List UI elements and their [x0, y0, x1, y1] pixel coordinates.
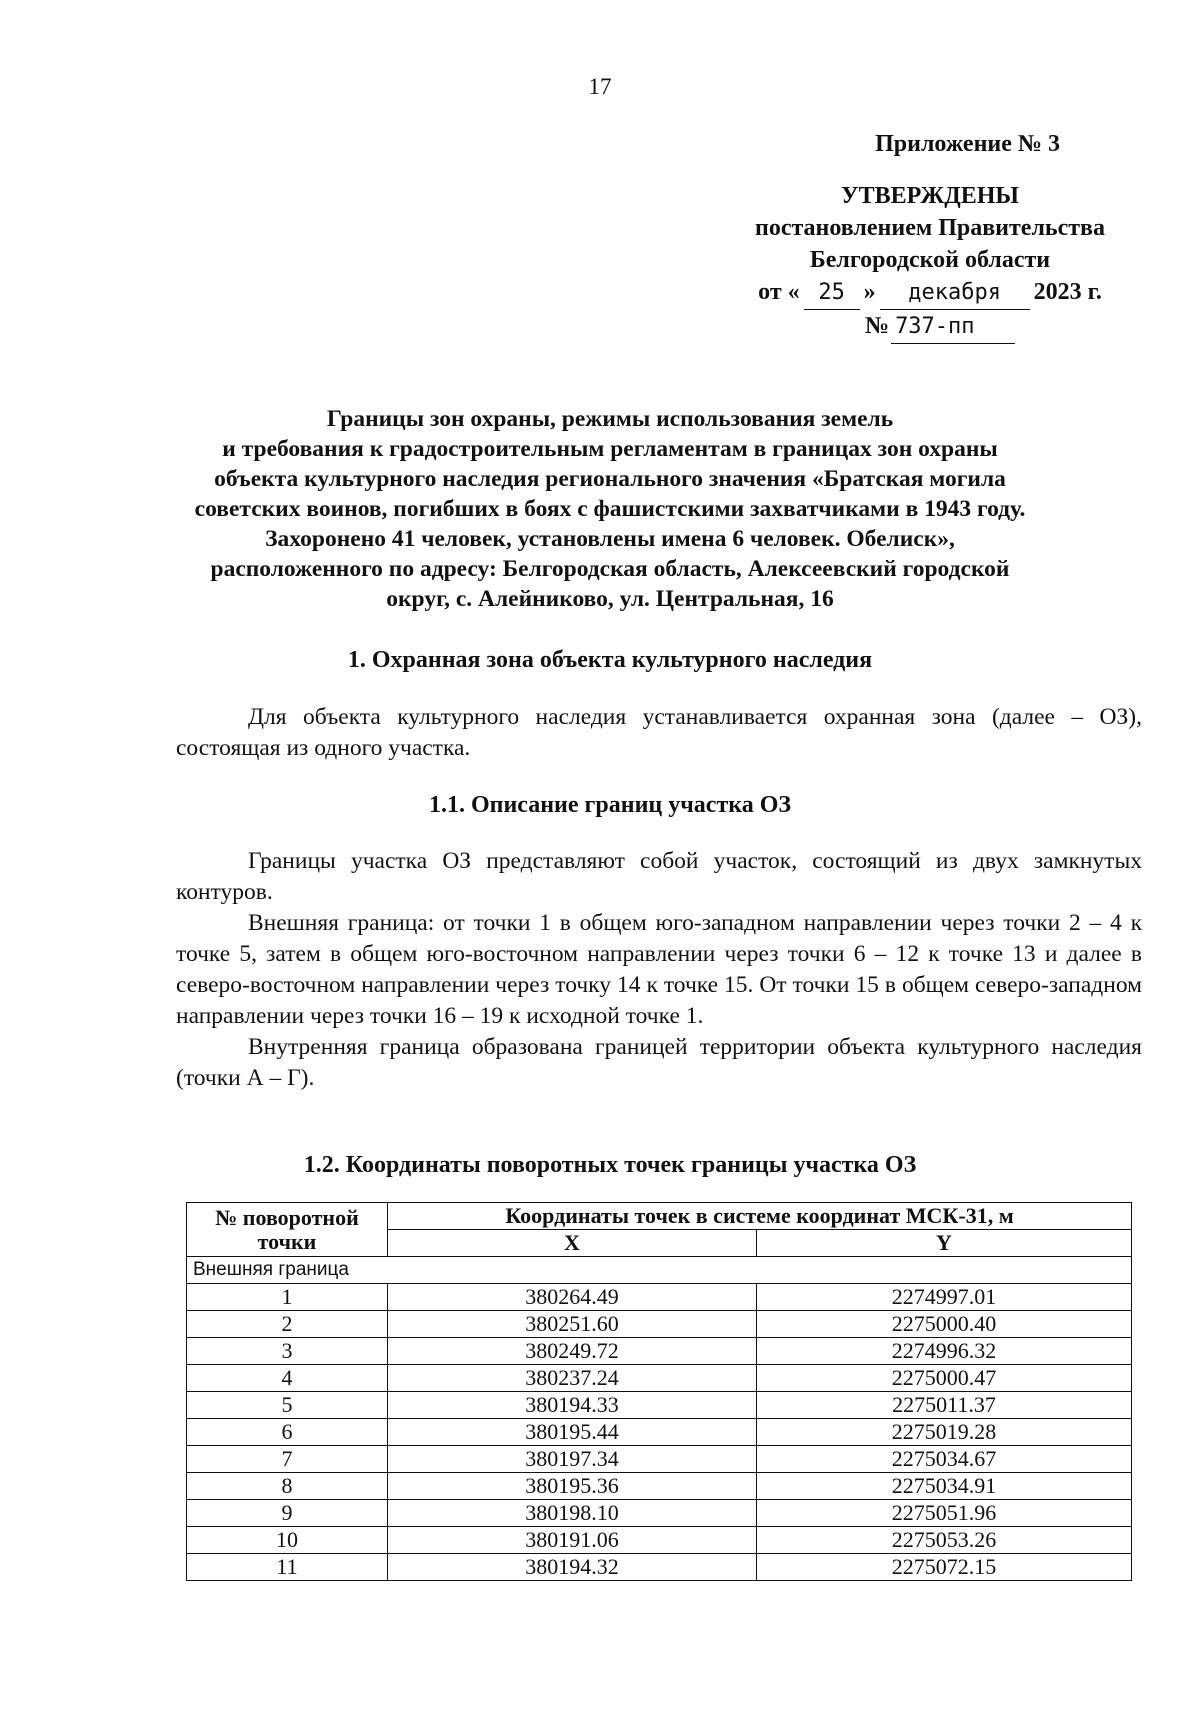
page-number: 17	[588, 74, 612, 99]
table-row	[187, 1446, 1132, 1473]
cell-point-number: 3	[187, 1338, 388, 1365]
title-line: Захоронено 41 человек, установлены имена 6 человек. Обелиск»,	[265, 526, 955, 552]
cell-y: 2275000.47	[757, 1365, 1132, 1392]
table-row	[187, 1365, 1132, 1392]
section-1-1-heading: 1.1. Описание границ участка ОЗ	[428, 792, 792, 818]
table-row	[187, 1419, 1132, 1446]
approved-region-line: Белгородской области	[809, 247, 1051, 273]
cell-y: 2275053.26	[757, 1527, 1132, 1554]
table-row	[187, 1554, 1132, 1581]
paragraph: Для объекта культурного наследия устанавливается охранная зона (далее – ОЗ), состоящая из одного участка.	[176, 704, 1142, 761]
paragraph: Внутренняя граница образована границей территории объекта культурного наследия (точки А – Г).	[176, 1034, 1142, 1091]
title-line: Границы зон охраны, режимы использования земель	[326, 406, 894, 432]
header-y: Y	[757, 1230, 1132, 1257]
title-line: и требования к градостроительным регламентам в границах зон охраны	[222, 436, 998, 462]
cell-point-number: 10	[187, 1527, 388, 1554]
date-prefix: от «	[758, 279, 800, 305]
approval-date	[700, 276, 1160, 310]
table-row	[187, 1338, 1132, 1365]
table-row	[187, 1311, 1132, 1338]
cell-point-number: 2	[187, 1311, 388, 1338]
cell-point-number: 1	[187, 1284, 388, 1311]
table-row	[187, 1500, 1132, 1527]
cell-point-number: 6	[187, 1419, 388, 1446]
cell-y: 2275034.91	[757, 1473, 1132, 1500]
cell-y: 2275072.15	[757, 1554, 1132, 1581]
table-row	[187, 1392, 1132, 1419]
header-x: X	[388, 1230, 757, 1257]
cell-point-number: 9	[187, 1500, 388, 1527]
cell-y: 2275019.28	[757, 1419, 1132, 1446]
cell-point-number: 4	[187, 1365, 388, 1392]
annex-label: Приложение № 3	[875, 131, 1060, 157]
cell-y: 2275000.40	[757, 1311, 1132, 1338]
paragraph: Внешняя граница: от точки 1 в общем юго-западном направлении через точки 2 – 4 к точке 5, затем в общем юго-восточном направлении через точки 6 – 12 к точке 13 и далее в северо-восточном направлении через точку 14 к точке 15. От точки 15 в общем северо-западном направлении через точки 16 – 19 к исходной точке 1.	[176, 910, 1142, 1029]
section-1-heading: 1. Охранная зона объекта культурного наследия	[347, 647, 873, 673]
section-1-1-text	[176, 846, 1142, 1094]
cell-x: 380237.24	[388, 1365, 757, 1392]
section-1-text	[176, 702, 1142, 764]
section-1-2-heading: 1.2. Координаты поворотных точек границы участка ОЗ	[303, 1152, 917, 1178]
date-day: 25	[804, 277, 860, 310]
date-year: 2023 г.	[1033, 279, 1102, 305]
cell-x: 380194.32	[388, 1554, 757, 1581]
cell-x: 380198.10	[388, 1500, 757, 1527]
cell-point-number: 7	[187, 1446, 388, 1473]
cell-x: 380249.72	[388, 1338, 757, 1365]
cell-y: 2275051.96	[757, 1500, 1132, 1527]
cell-point-number: 11	[187, 1554, 388, 1581]
cell-x: 380264.49	[388, 1284, 757, 1311]
table-row	[187, 1284, 1132, 1311]
header-point-number: № поворотной точки	[187, 1203, 388, 1257]
approved-heading: УТВЕРЖДЕНЫ	[841, 183, 1019, 209]
cell-x: 380195.36	[388, 1473, 757, 1500]
title-line: округ, с. Алейниково, ул. Центральная, 16	[386, 586, 834, 612]
group-label: Внешняя граница	[187, 1257, 1132, 1284]
approval-block	[700, 128, 1160, 344]
title-line: советских воинов, погибших в боях с фашистскими захватчиками в 1943 году.	[194, 496, 1026, 522]
cell-y: 2275011.37	[757, 1392, 1132, 1419]
number-value: 737-пп	[891, 311, 1015, 344]
cell-y: 2274996.32	[757, 1338, 1132, 1365]
number-prefix: №	[864, 313, 890, 339]
coordinates-table	[186, 1202, 1132, 1581]
cell-x: 380191.06	[388, 1527, 757, 1554]
group-row	[187, 1257, 1132, 1284]
title-line: расположенного по адресу: Белгородская область, Алексеевский городской	[210, 556, 1010, 582]
cell-point-number: 5	[187, 1392, 388, 1419]
title-line: объекта культурного наследия регионального значения «Братская могила	[214, 466, 1006, 492]
date-month: декабря	[880, 277, 1030, 310]
cell-x: 380195.44	[388, 1419, 757, 1446]
cell-y: 2275034.67	[757, 1446, 1132, 1473]
date-mid: »	[863, 279, 876, 305]
approval-number	[700, 310, 1160, 344]
cell-y: 2274997.01	[757, 1284, 1132, 1311]
cell-x: 380251.60	[388, 1311, 757, 1338]
table-row	[187, 1473, 1132, 1500]
approved-by-line: постановлением Правительства	[754, 215, 1105, 241]
cell-x: 380197.34	[388, 1446, 757, 1473]
cell-point-number: 8	[187, 1473, 388, 1500]
document-title	[160, 404, 1060, 614]
cell-x: 380194.33	[388, 1392, 757, 1419]
paragraph: Границы участка ОЗ представляют собой участок, состоящий из двух замкнутых контуров.	[176, 848, 1142, 905]
table-row	[187, 1527, 1132, 1554]
header-coordinates: Координаты точек в системе координат МСК-31, м	[388, 1203, 1132, 1230]
